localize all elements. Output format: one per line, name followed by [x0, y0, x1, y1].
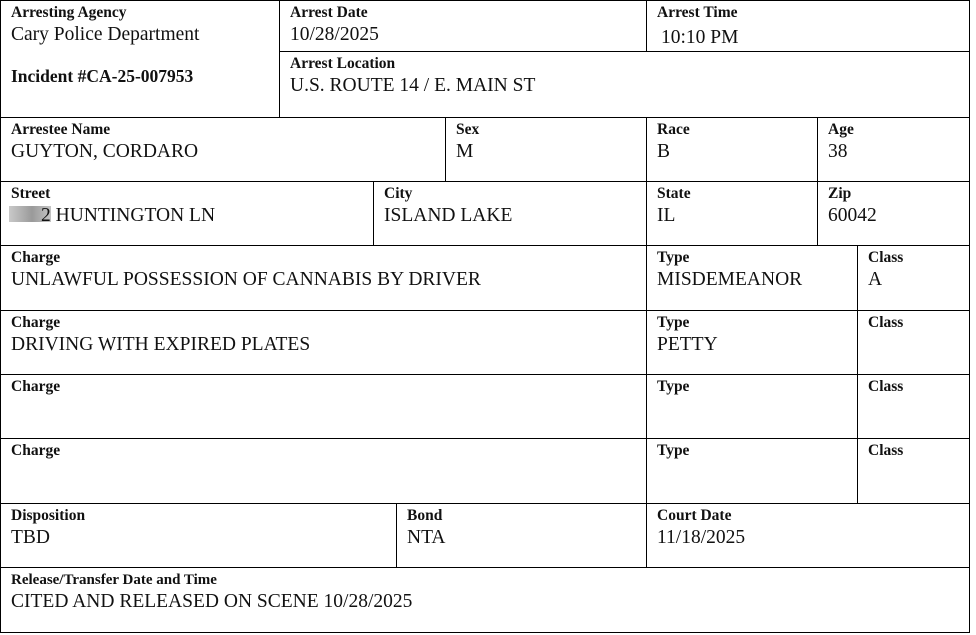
arrest-date-cell — [280, 1, 646, 51]
arrest-location-label: Arrest Location — [290, 55, 396, 72]
arresting-agency-value: Cary Police Department — [11, 24, 200, 45]
bond-label: Bond — [407, 507, 443, 524]
arrest-location-cell — [280, 52, 969, 117]
class-cell — [858, 246, 969, 310]
arrest-date-label: Arrest Date — [290, 4, 368, 21]
arrest-time-cell — [647, 1, 969, 51]
state-cell — [647, 182, 817, 245]
race-cell — [647, 118, 817, 181]
release-value: CITED AND RELEASED ON SCENE 10/28/2025 — [11, 591, 413, 612]
arrestee-name-cell — [1, 118, 445, 181]
type-value: MISDEMEANOR — [657, 269, 803, 290]
street-cell — [1, 182, 373, 245]
disposition-label: Disposition — [11, 507, 86, 524]
sex-cell — [446, 118, 646, 181]
city-value: ISLAND LAKE — [384, 205, 513, 226]
charge-cell — [1, 311, 646, 374]
city-label: City — [384, 185, 413, 202]
class-cell — [858, 439, 969, 503]
type-cell — [647, 246, 857, 310]
release-cell — [1, 568, 969, 632]
zip-label: Zip — [828, 185, 852, 202]
arrestee-name-label: Arrestee Name — [11, 121, 111, 138]
class-cell — [858, 375, 969, 438]
age-value: 38 — [828, 141, 848, 162]
rule — [0, 632, 970, 633]
class-label: Class — [868, 249, 904, 266]
charge-cell — [1, 375, 646, 438]
incident-number: Incident #CA-25-007953 — [11, 66, 194, 86]
charge-value: DRIVING WITH EXPIRED PLATES — [11, 334, 311, 355]
age-label: Age — [828, 121, 854, 138]
charge-cell — [1, 246, 646, 310]
release-label: Release/Transfer Date and Time — [11, 572, 217, 588]
arresting-agency-cell — [1, 1, 279, 117]
bond-value: NTA — [407, 527, 446, 548]
class-label: Class — [868, 378, 904, 395]
class-label: Class — [868, 442, 904, 459]
state-value: IL — [657, 205, 676, 226]
type-label: Type — [657, 249, 690, 266]
city-cell — [374, 182, 646, 245]
type-label: Type — [657, 442, 690, 459]
court-date-cell — [647, 504, 969, 567]
type-cell — [647, 375, 857, 438]
type-cell — [647, 311, 857, 374]
class-value: A — [868, 269, 883, 290]
age-cell — [818, 118, 969, 181]
charge-cell — [1, 439, 646, 503]
charge-label: Charge — [11, 378, 61, 395]
class-label: Class — [868, 314, 904, 331]
street-label: Street — [11, 185, 51, 202]
arrest-date-value: 10/28/2025 — [290, 24, 379, 45]
disposition-cell — [1, 504, 396, 567]
charge-label: Charge — [11, 442, 61, 459]
arrest-time-value: 10:10 PM — [661, 27, 739, 48]
arrest-location-value: U.S. ROUTE 14 / E. MAIN ST — [290, 75, 536, 96]
type-label: Type — [657, 378, 690, 395]
street-value-wrap — [9, 204, 215, 228]
arresting-agency-label: Arresting Agency — [11, 4, 127, 21]
court-date-value: 11/18/2025 — [657, 527, 746, 548]
sex-value: M — [456, 141, 474, 162]
sex-label: Sex — [456, 121, 480, 138]
race-label: Race — [657, 121, 690, 138]
charge-label: Charge — [11, 314, 61, 331]
race-value: B — [657, 141, 671, 162]
class-cell — [858, 311, 969, 374]
zip-cell — [818, 182, 969, 245]
charge-value: UNLAWFUL POSSESSION OF CANNABIS BY DRIVER — [11, 269, 481, 290]
arrestee-name-value: GUYTON, CORDARO — [11, 141, 199, 162]
street-value: 2 HUNTINGTON LN — [41, 205, 216, 226]
bond-cell — [397, 504, 646, 567]
court-date-label: Court Date — [657, 507, 732, 524]
arrest-time-label: Arrest Time — [657, 4, 738, 21]
type-value: PETTY — [657, 334, 718, 355]
type-cell — [647, 439, 857, 503]
zip-value: 60042 — [828, 205, 877, 226]
rule — [969, 0, 970, 633]
state-label: State — [657, 185, 691, 202]
disposition-value: TBD — [11, 527, 50, 548]
charge-label: Charge — [11, 249, 61, 266]
type-label: Type — [657, 314, 690, 331]
